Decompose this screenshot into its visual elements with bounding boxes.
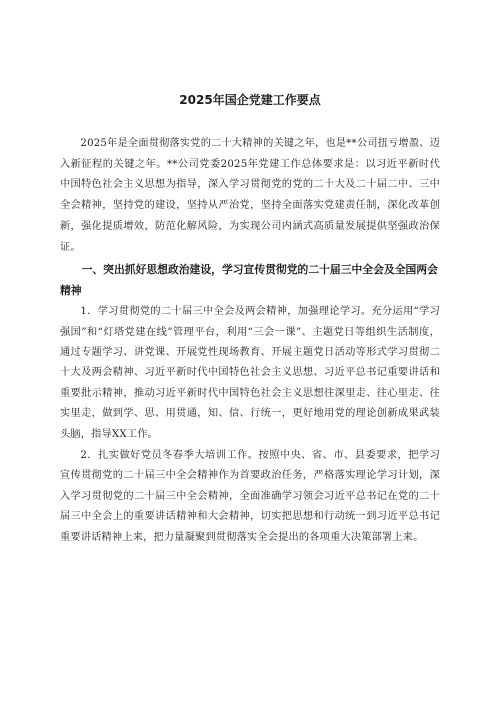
document-title: 2025年国企党建工作要点	[179, 93, 321, 107]
list-item: 1．学习贯彻党的二十届三中全会及两会精神，加强理论学习。充分运用“学习强国”和“灯塔党建在线”管理平台，利用“三会一课”、主题党日等组织生活制度，通过专题学习、讲党课、开展党性现场教育、开展主题党日活动等形式学习贯彻二十大及两会精神、习近平新时代中国特色社会主义思想、习近平总书记重要讲话和重要批示精神，推动习近平新时代中国特色社会主义思想往深里走、往心里走、往实里走，做到学、思、用贯通，知、信、行统一，更好地用党的理论创新成果武装头脑，指导XX工作。	[60, 306, 440, 440]
list-item: 2．扎实做好党员冬春季大培训工作。按照中央、省、市、县委要求，把学习宣传贯彻党的二十届三中全会精神作为首要政治任务，严格落实理论学习计划，深入学习贯彻党的二十届三中全会精神，全面准确学习领会习近平总书记在党的二十届三中全会上的重要讲话精神和大会精神，切实把思想和行动统一到习近平总书记重要讲话精神上来，把力量凝聚到贯彻落实全会提出的各项重大决策部署上来。	[60, 450, 440, 543]
section-heading: 一、突出抓好思想政治建设，学习宣传贯彻党的二十届三中全会及全国两会精神	[60, 263, 438, 298]
intro-paragraph: 2025年是全面贯彻落实党的二十大精神的关键之年，也是**公司扭亏增盈、迈入新征程的关键之年。**公司党委2025年党建工作总体要求是：以习近平新时代中国特色社会主义思想为指导，深入学习贯彻党的党的二十大及二十届二中、三中全会精神，坚持党的建设，坚持从严治党，坚持全面落实党建责任制，深化改革创新，强化提质增效，防范化解风险，为实现公司内涵式高质量发展提供坚强政治保证。	[60, 138, 440, 253]
